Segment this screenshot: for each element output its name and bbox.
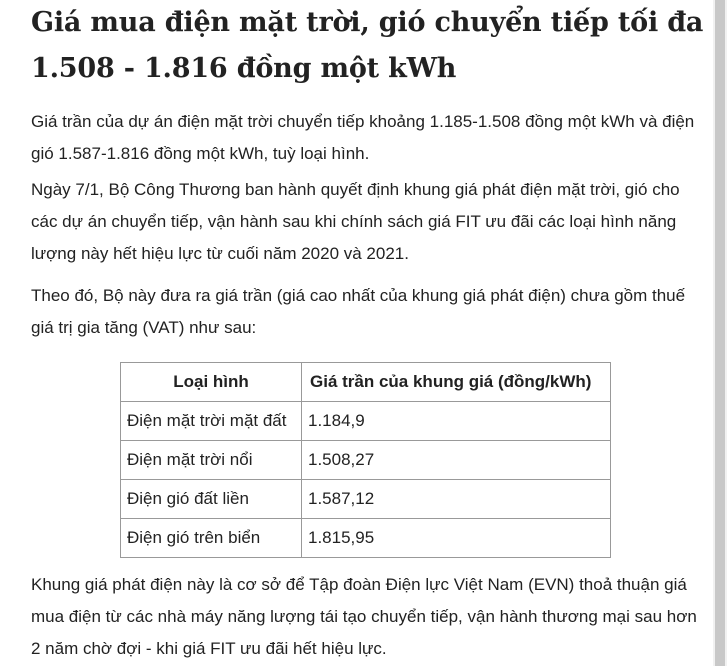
table-header-row (121, 363, 611, 402)
scrollbar[interactable] (713, 0, 727, 666)
article-title: Giá mua điện mặt trời, gió chuyển tiếp tối đa 1.508 - 1.816 đồng một kWh (31, 7, 704, 84)
article-paragraph: Ngày 7/1, Bộ Công Thương ban hành quyết định khung giá phát điện mặt trời, gió cho các dự án chuyển tiếp, vận hành sau khi chính sách giá FIT ưu đãi các loại hình năng lượng này hết hiệu lực từ cuối năm 2020 và 2021. (31, 180, 680, 263)
table-cell-type: Điện mặt trời mặt đất (121, 402, 302, 441)
table-row (121, 441, 611, 480)
table-row (121, 519, 611, 558)
article-paragraph: Khung giá phát điện này là cơ sở để Tập đoàn Điện lực Việt Nam (EVN) thoả thuận giá mua điện từ các nhà máy năng lượng tái tạo chuyển tiếp, vận hành thương mại sau hơn 2 năm chờ đợi - khi giá FIT ưu đãi hết hiệu lực. (31, 575, 697, 658)
table-cell-type: Điện gió trên biển (121, 519, 302, 558)
column-header-type: Loại hình (121, 363, 302, 402)
table-cell-price: 1.587,12 (302, 480, 611, 519)
scrollbar-thumb[interactable] (715, 0, 725, 666)
article-lead: Giá trần của dự án điện mặt trời chuyển tiếp khoảng 1.185-1.508 đồng một kWh và điện gió 1.587-1.816 đồng một kWh, tuỳ loại hình. (31, 112, 695, 163)
table-cell-type: Điện gió đất liền (121, 480, 302, 519)
column-header-price: Giá trần của khung giá (đồng/kWh) (302, 363, 611, 402)
table-cell-price: 1.184,9 (302, 402, 611, 441)
price-table (120, 362, 611, 558)
article-paragraph: Theo đó, Bộ này đưa ra giá trần (giá cao nhất của khung giá phát điện) chưa gồm thuế giá trị gia tăng (VAT) như sau: (31, 286, 686, 337)
table-row (121, 402, 611, 441)
table-cell-type: Điện mặt trời nổi (121, 441, 302, 480)
table-cell-price: 1.815,95 (302, 519, 611, 558)
table-cell-price: 1.508,27 (302, 441, 611, 480)
table-row (121, 480, 611, 519)
